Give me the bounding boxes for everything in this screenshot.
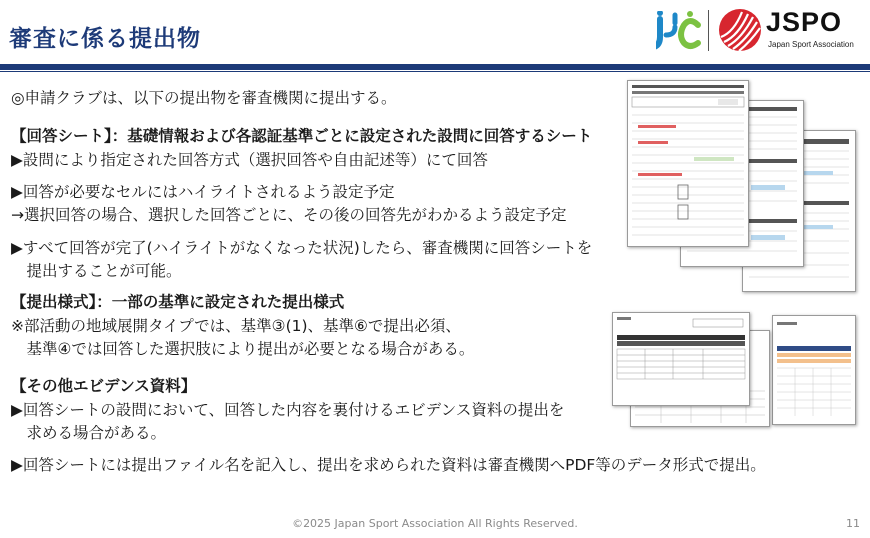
answer-sheet-thumbnail-front [627,80,749,247]
page-title: 審査に係る提出物 [9,26,201,52]
section-line: ▶回答シートの設問において、回答した内容を裏付けるエビデンス資料の提出を [11,401,565,419]
section-heading-answer-sheet: 【回答シート】：基礎情報および各認証基準ごとに設定された設問に回答するシート [11,127,593,145]
page-number: 11 [846,517,860,530]
submission-form-thumbnail-right [772,315,856,425]
jsc-logo-icon [656,11,702,51]
logo-separator [708,10,709,51]
section-line: ▶すべて回答が完了(ハイライトがなくなった状況)したら、審査機関に回答シートを [11,239,593,257]
section-line: →選択回答の場合、選択した回答ごとに、その後の回答先がわかるよう設定予定 [11,206,567,224]
section-line: 基準④では回答した選択肢により提出が必要となる場合がある。 [11,340,475,358]
intro-text: ◎申請クラブは、以下の提出物を審査機関に提出する。 [11,89,397,107]
section-heading-submission-form: 【提出様式】：一部の基準に設定された提出様式 [11,293,345,311]
section-line: ▶回答が必要なセルにはハイライトされるよう設定予定 [11,183,395,201]
title-divider-thin [0,71,870,72]
logo-group [656,5,866,55]
section-line: ▶回答シートには提出ファイル名を記入し、提出を求められた資料は審査機関へPDF等のデータ形式で提出。 [11,456,766,474]
submission-form-thumbnail-front [612,312,750,406]
jspo-logo-text: JSPO [766,7,843,37]
jspo-emblem-icon [718,8,762,52]
jspo-logo-subtitle: Japan Sport Association [768,40,854,49]
section-line: 求める場合がある。 [11,424,167,442]
section-heading-evidence: 【その他エビデンス資料】 [11,377,197,395]
title-divider [0,64,870,70]
section-line: ※部活動の地域展開タイプでは、基準③(1)、基準⑥で提出必須、 [11,317,461,335]
section-line: ▶設問により指定された回答方式（選択回答や自由記述等）にて回答 [11,151,488,169]
section-line: 提出することが可能。 [11,262,182,280]
footer-copyright: ©2025 Japan Sport Association All Rights Reserved. [292,517,578,530]
